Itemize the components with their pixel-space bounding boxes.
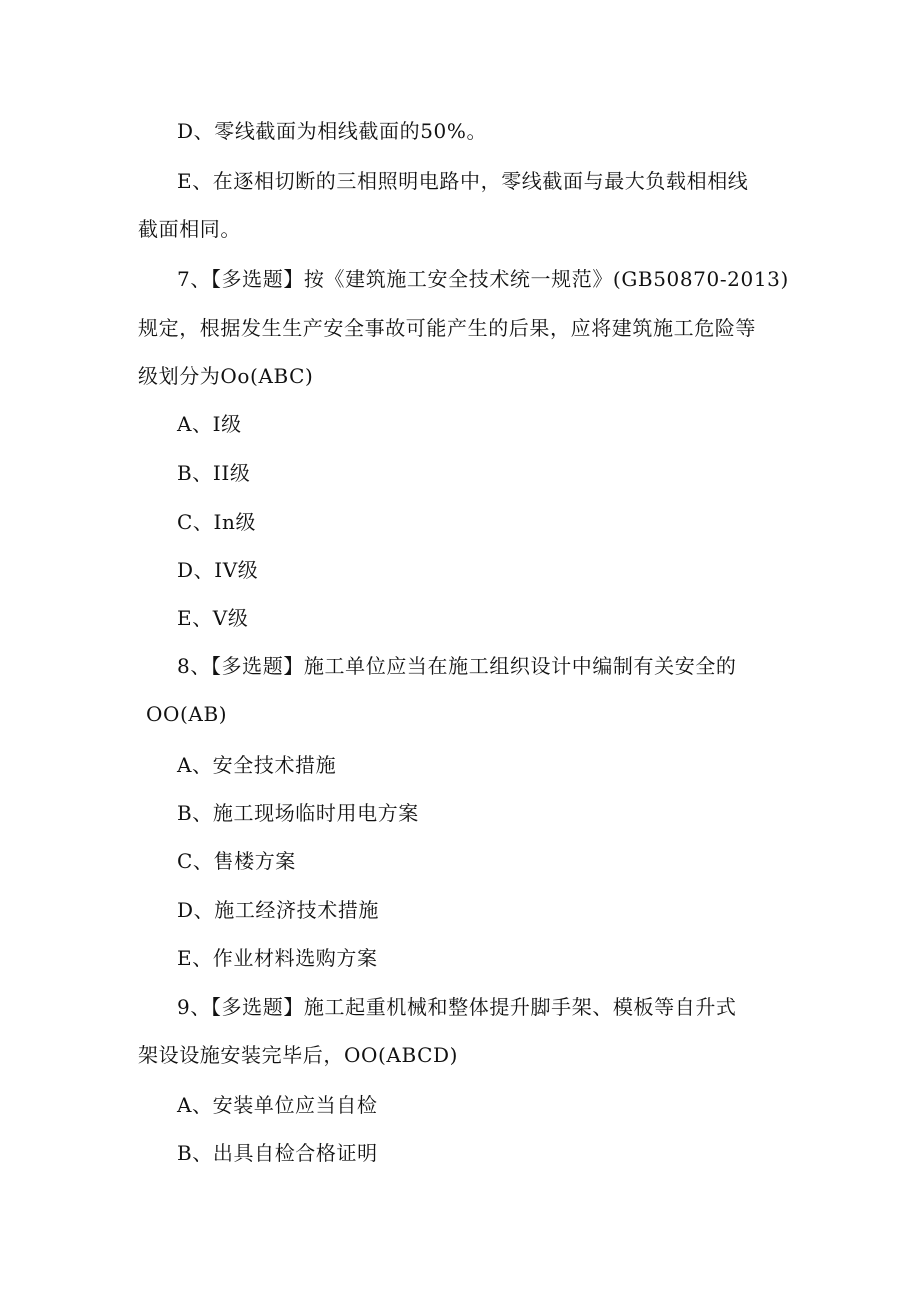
option-b-q7: B、II级 bbox=[177, 461, 251, 485]
option-e-q6: E、在逐相切断的三相照明电路中，零线截面与最大负载相相线 bbox=[177, 169, 749, 193]
option-c-q7: C、In级 bbox=[177, 510, 257, 534]
option-a-q8: A、安全技术措施 bbox=[177, 753, 337, 777]
question-7-text-continued: 规定，根据发生生产安全事故可能产生的后果，应将建筑施工危险等 bbox=[138, 316, 756, 340]
option-a-q9: A、安装单位应当自检 bbox=[177, 1093, 378, 1117]
question-9-text-continued: 架设设施安装完毕后，OO(ABCD) bbox=[138, 1043, 459, 1067]
question-7-text-end: 级划分为Oo(ABC) bbox=[138, 364, 314, 388]
question-9-text: 9、【多选题】施工起重机械和整体提升脚手架、模板等自升式 bbox=[177, 995, 737, 1019]
option-e-q8: E、作业材料选购方案 bbox=[177, 946, 378, 970]
option-e-q7: E、V级 bbox=[177, 606, 249, 630]
option-b-q9: B、出具自检合格证明 bbox=[177, 1141, 378, 1165]
option-d-q7: D、IV级 bbox=[177, 558, 259, 582]
option-d-q8: D、施工经济技术措施 bbox=[177, 898, 380, 922]
option-a-q7: A、I级 bbox=[177, 412, 242, 436]
question-8-text: 8、【多选题】施工单位应当在施工组织设计中编制有关安全的 bbox=[177, 654, 737, 678]
option-b-q8: B、施工现场临时用电方案 bbox=[177, 801, 419, 825]
question-7-text: 7、【多选题】按《建筑施工安全技术统一规范》(GB50870-2013) bbox=[177, 267, 789, 291]
option-d-q6: D、零线截面为相线截面的50%。 bbox=[177, 119, 488, 143]
option-c-q8: C、售楼方案 bbox=[177, 849, 296, 873]
option-e-q6-continued: 截面相同。 bbox=[138, 217, 241, 241]
question-8-text-continued: OO(AB) bbox=[146, 702, 228, 726]
